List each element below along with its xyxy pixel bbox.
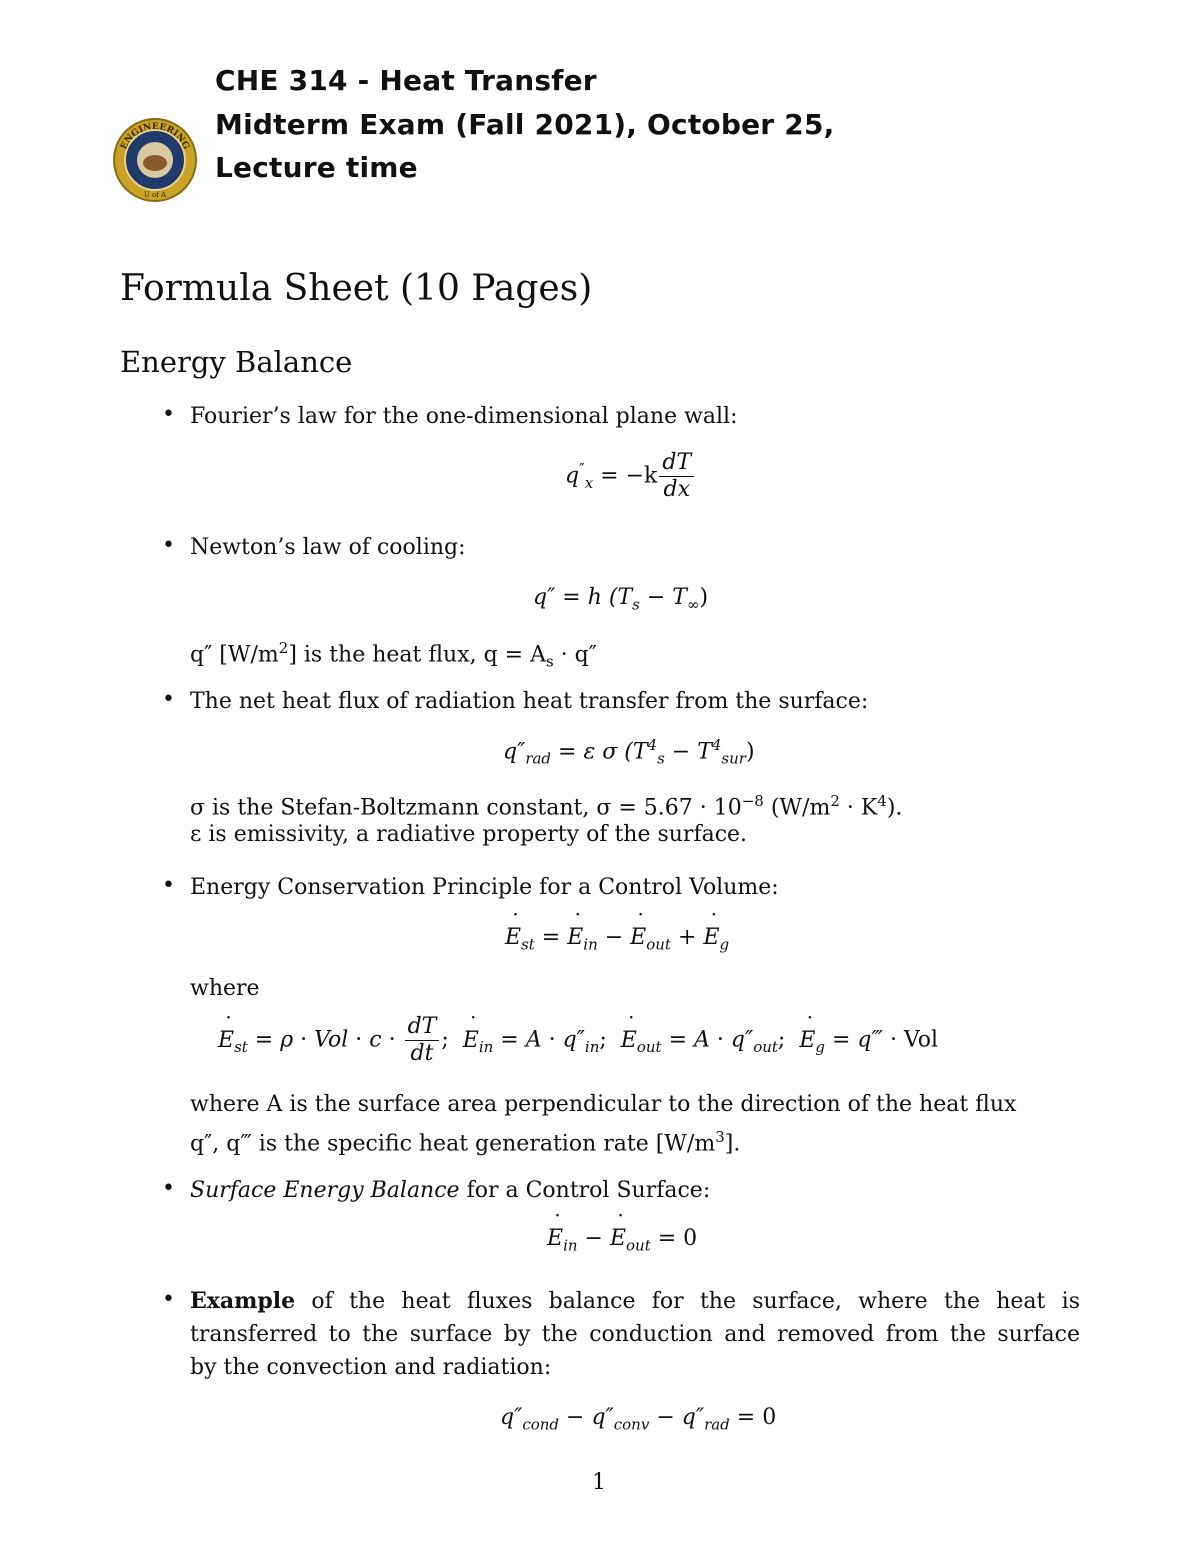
example-text-line2: transferred to the surface by the conduction and removed from the surface bbox=[190, 1322, 1080, 1347]
emissivity-note: ε is emissivity, a radiative property of the surface. bbox=[190, 822, 748, 847]
energy-terms-equation: ˙ $E_{st} = \rho$ · Vol · c · $\frac{dT}{dt}$ ; ˙ $E_{in} = A \cdot q''_{in}$; ˙ $E_{out} = A \cdot q''_{out}$; ˙ $E_g$ = q‴ · Vol bbox=[218, 1014, 938, 1067]
heat-flux-note: q″ $[W/m^2]$ is the heat flux, $q = A_s \cdot q''$ bbox=[190, 639, 597, 671]
exam-time: Lecture time bbox=[215, 151, 418, 184]
surface-area-note: where A is the surface area perpendicular to the direction of the heat flux bbox=[190, 1092, 1017, 1117]
example-text-line3: by the convection and radiation: bbox=[190, 1355, 552, 1380]
energy-conservation-text: Energy Conservation Principle for a Control Volume: bbox=[190, 875, 779, 900]
surface-energy-balance-equation: ˙ $E_{in}$ − ˙ $E_{out} = 0$ bbox=[547, 1226, 697, 1254]
radiation-equation: $q''_{rad} = \varepsilon$ σ $(T^4_s - T^4_{sur})$ bbox=[503, 736, 755, 768]
fourier-law-text: Fourier’s law for the one-dimensional plane wall: bbox=[190, 404, 738, 429]
surface-energy-balance-text: Surface Energy Balance for a Control Surface: bbox=[190, 1178, 711, 1203]
where-label: where bbox=[190, 976, 260, 1001]
page-number: 1 bbox=[592, 1470, 606, 1495]
newton-law-equation: q″ = h $(T_s - T_\infty)$ bbox=[533, 585, 709, 614]
fourier-law-equation: $q''_x = -k$ $\frac{dT}{dx}$ bbox=[565, 450, 696, 503]
bullet-icon: • bbox=[162, 402, 175, 427]
bullet-icon: • bbox=[162, 533, 175, 558]
bullet-icon: • bbox=[162, 873, 175, 898]
bullet-icon: • bbox=[162, 1287, 175, 1312]
newton-law-text: Newton’s law of cooling: bbox=[190, 535, 466, 560]
section-heading: Energy Balance bbox=[120, 345, 353, 379]
bullet-icon: • bbox=[162, 1176, 175, 1201]
svg-text:ENGINEERING: ENGINEERING bbox=[119, 121, 191, 152]
radiation-text: The net heat flux of radiation heat transfer from the surface: bbox=[190, 689, 869, 714]
example-text-line1: Example of the heat fluxes balance for the surface, where the heat is bbox=[190, 1288, 1080, 1314]
exam-title: Midterm Exam (Fall 2021), October 25, bbox=[215, 108, 835, 141]
flux-balance-equation: $q''_{cond} - q''_{conv} - q''_{rad} = 0$ bbox=[500, 1405, 777, 1434]
svg-text:U of A: U of A bbox=[143, 191, 167, 199]
heat-generation-note: q″, q‴ is the specific heat generation rate $[W/m^3]$. bbox=[190, 1128, 741, 1157]
university-seal-logo bbox=[112, 117, 198, 203]
page-title: Formula Sheet (10 Pages) bbox=[120, 268, 593, 309]
stefan-boltzmann-note: σ is the Stefan-Boltzmann constant, $\sigma = 5.67 \cdot 10^{-8}$ $(W/m^2 \cdot K^4)$. bbox=[190, 792, 903, 821]
course-title: CHE 314 - Heat Transfer bbox=[215, 64, 597, 97]
energy-conservation-equation: ˙ $E_{st}$ = ˙ $E_{in}$ − ˙ $E_{out}$ + ˙ $E_g$ bbox=[505, 925, 729, 953]
bullet-icon: • bbox=[162, 687, 175, 712]
